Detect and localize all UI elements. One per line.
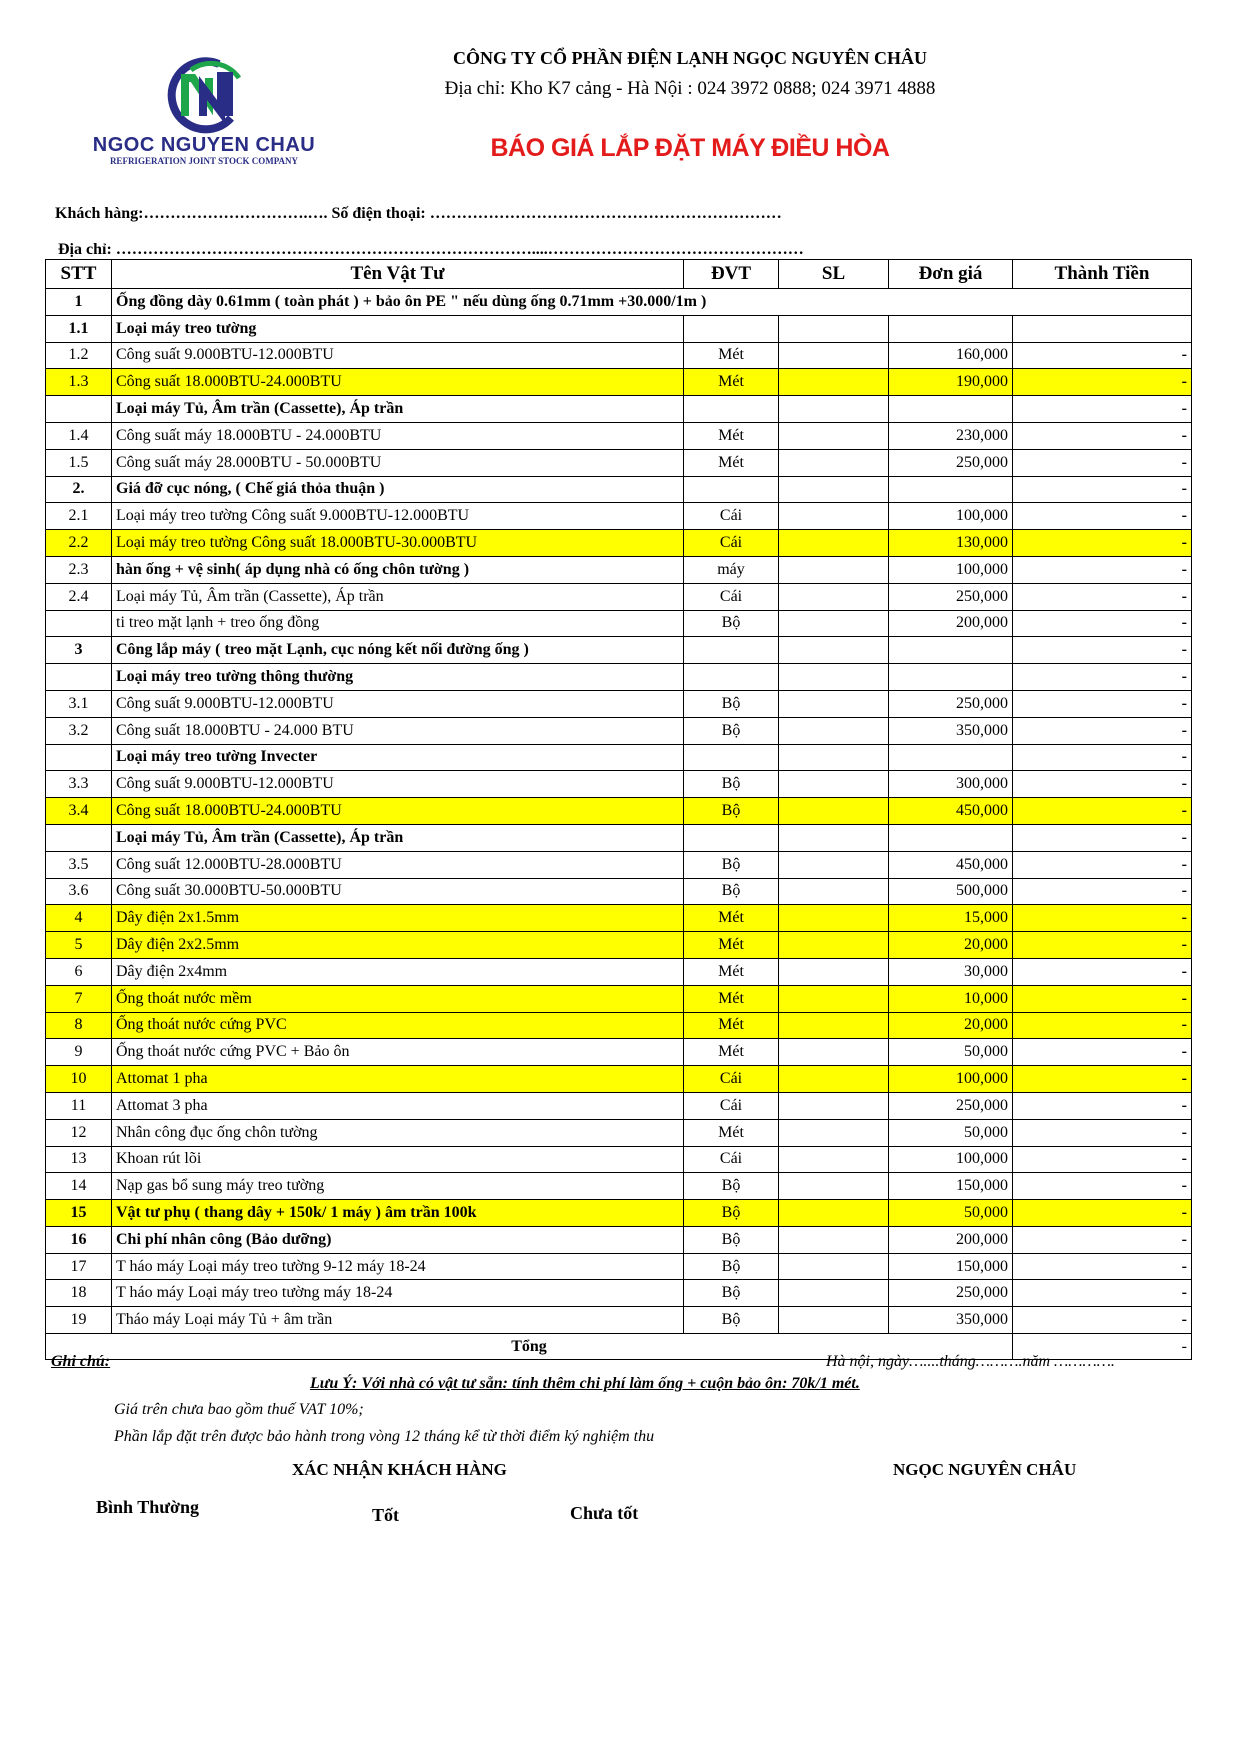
cell-stt — [46, 744, 112, 771]
cell-stt: 3.3 — [46, 771, 112, 798]
table-row — [46, 556, 1192, 583]
table-row — [46, 1012, 1192, 1039]
cell-price: 50,000 — [889, 1200, 1013, 1227]
logo-subtitle: REFRIGERATION JOINT STOCK COMPANY — [109, 156, 299, 166]
cell-stt: 15 — [46, 1200, 112, 1227]
cell-total: - — [1013, 1012, 1192, 1039]
cell-price: 100,000 — [889, 556, 1013, 583]
cell-price: 10,000 — [889, 985, 1013, 1012]
cell-stt: 1 — [46, 289, 112, 316]
cell-unit: Mét — [684, 932, 779, 959]
cell-qty[interactable] — [779, 369, 889, 396]
cell-unit — [684, 824, 779, 851]
cell-name: Ống thoát nước cứng PVC — [112, 1012, 684, 1039]
cell-stt: 1.5 — [46, 449, 112, 476]
cell-name: Dây điện 2x1.5mm — [112, 905, 684, 932]
cell-qty[interactable] — [779, 851, 889, 878]
table-row — [46, 1092, 1192, 1119]
cell-name: Công suất máy 18.000BTU - 24.000BTU — [112, 422, 684, 449]
note-label: Ghi chú: — [51, 1353, 111, 1370]
rating-option-good[interactable]: Tốt — [372, 1505, 399, 1525]
cell-price: 200,000 — [889, 610, 1013, 637]
cell-qty[interactable] — [779, 503, 889, 530]
cell-name: Dây điện 2x2.5mm — [112, 932, 684, 959]
cell-stt: 5 — [46, 932, 112, 959]
cell-price: 150,000 — [889, 1253, 1013, 1280]
cell-stt: 3.2 — [46, 717, 112, 744]
table-row — [46, 744, 1192, 771]
seller-signature-heading: NGỌC NGUYÊN CHÂU — [893, 1460, 1077, 1479]
cell-stt: 18 — [46, 1280, 112, 1307]
logo-brand-text: NGOC NGUYEN CHAU — [92, 134, 316, 156]
cell-stt: 16 — [46, 1226, 112, 1253]
cell-total: - — [1013, 744, 1192, 771]
table-row — [46, 1119, 1192, 1146]
cell-unit: Bộ — [684, 1226, 779, 1253]
cell-unit: máy — [684, 556, 779, 583]
cell-unit — [684, 396, 779, 423]
cell-total: - — [1013, 1039, 1192, 1066]
cell-total: - — [1013, 985, 1192, 1012]
cell-stt: 13 — [46, 1146, 112, 1173]
cell-stt: 2.2 — [46, 530, 112, 557]
cell-qty[interactable] — [779, 932, 889, 959]
table-row — [46, 1307, 1192, 1334]
cell-unit: Mét — [684, 449, 779, 476]
table-row — [46, 878, 1192, 905]
note-warranty: Phần lắp đặt trên được bảo hành trong vòng 12 tháng kể từ thời điểm ký nghiệm thu — [114, 1428, 655, 1445]
cell-unit: Cái — [684, 1092, 779, 1119]
rating-option-normal[interactable]: Bình Thường — [96, 1497, 199, 1517]
table-row — [46, 932, 1192, 959]
cell-name: Ống thoát nước mềm — [112, 985, 684, 1012]
cell-qty[interactable] — [779, 637, 889, 664]
table-row — [46, 289, 1192, 316]
cell-qty[interactable] — [779, 1039, 889, 1066]
cell-total: - — [1013, 1066, 1192, 1093]
cell-name: Nạp gas bổ sung máy treo tường — [112, 1173, 684, 1200]
cell-stt: 3.6 — [46, 878, 112, 905]
cell-qty[interactable] — [779, 1253, 889, 1280]
table-row — [46, 1173, 1192, 1200]
cell-price: 230,000 — [889, 422, 1013, 449]
cell-name: Loại máy Tủ, Âm trần (Cassette), Áp trần — [112, 824, 684, 851]
table-row — [46, 1039, 1192, 1066]
cell-unit: Cái — [684, 530, 779, 557]
cell-qty[interactable] — [779, 1092, 889, 1119]
cell-price: 30,000 — [889, 958, 1013, 985]
cell-name: Công suất 18.000BTU-24.000BTU — [112, 798, 684, 825]
table-row — [46, 342, 1192, 369]
cell-total: - — [1013, 530, 1192, 557]
cell-stt: 19 — [46, 1307, 112, 1334]
cell-unit: Mét — [684, 369, 779, 396]
col-header-unit: ĐVT — [684, 260, 779, 289]
cell-total: - — [1013, 1280, 1192, 1307]
cell-price: 300,000 — [889, 771, 1013, 798]
table-row — [46, 396, 1192, 423]
cell-qty[interactable] — [779, 556, 889, 583]
table-row — [46, 1066, 1192, 1093]
table-row — [46, 1200, 1192, 1227]
cell-unit: Mét — [684, 958, 779, 985]
cell-stt: 10 — [46, 1066, 112, 1093]
cell-price: 500,000 — [889, 878, 1013, 905]
cell-price — [889, 744, 1013, 771]
cell-qty[interactable] — [779, 985, 889, 1012]
table-row — [46, 905, 1192, 932]
cell-name: Công suất máy 28.000BTU - 50.000BTU — [112, 449, 684, 476]
cell-stt: 3.4 — [46, 798, 112, 825]
cell-unit: Bộ — [684, 717, 779, 744]
table-row — [46, 637, 1192, 664]
cell-stt: 1.2 — [46, 342, 112, 369]
cell-total: - — [1013, 771, 1192, 798]
cell-name: T háo máy Loại máy treo tường máy 18-24 — [112, 1280, 684, 1307]
cell-price: 100,000 — [889, 1066, 1013, 1093]
date-line[interactable]: Hà nội, ngày…....tháng……….năm …………. — [826, 1353, 1115, 1370]
table-row — [46, 476, 1192, 503]
cell-unit: Bộ — [684, 798, 779, 825]
cell-name: Công lắp máy ( treo mặt Lạnh, cục nóng kết nối đường ống ) — [112, 637, 684, 664]
cell-total: - — [1013, 717, 1192, 744]
cell-name: Tháo máy Loại máy Tủ + âm trần — [112, 1307, 684, 1334]
cell-unit: Bộ — [684, 878, 779, 905]
cell-qty[interactable] — [779, 798, 889, 825]
cell-unit: Cái — [684, 583, 779, 610]
cell-qty[interactable] — [779, 878, 889, 905]
cell-name: ti treo mặt lạnh + treo ống đồng — [112, 610, 684, 637]
cell-name: Công suất 18.000BTU-24.000BTU — [112, 369, 684, 396]
cell-name: Công suất 9.000BTU-12.000BTU — [112, 771, 684, 798]
cell-unit — [684, 476, 779, 503]
cell-total: - — [1013, 664, 1192, 691]
cell-stt: 1.3 — [46, 369, 112, 396]
cell-total: - — [1013, 878, 1192, 905]
cell-name: Ống đồng dày 0.61mm ( toàn phát ) + bảo ôn PE " nếu dùng ống 0.71mm +30.000/1m ) — [112, 289, 1192, 316]
cell-unit: Cái — [684, 503, 779, 530]
total-value: - — [1013, 1334, 1192, 1360]
cell-total: - — [1013, 1226, 1192, 1253]
cell-price: 100,000 — [889, 1146, 1013, 1173]
cell-stt — [46, 824, 112, 851]
cell-qty[interactable] — [779, 1280, 889, 1307]
cell-name: Attomat 3 pha — [112, 1092, 684, 1119]
cell-name: Attomat 1 pha — [112, 1066, 684, 1093]
cell-unit — [684, 315, 779, 342]
cell-stt — [46, 396, 112, 423]
cell-price: 250,000 — [889, 690, 1013, 717]
cell-name: hàn ống + vệ sinh( áp dụng nhà có ống chôn tường ) — [112, 556, 684, 583]
table-row — [46, 798, 1192, 825]
cell-price: 130,000 — [889, 530, 1013, 557]
cell-price: 350,000 — [889, 1307, 1013, 1334]
cell-qty[interactable] — [779, 342, 889, 369]
cell-price: 450,000 — [889, 851, 1013, 878]
cell-qty[interactable] — [779, 583, 889, 610]
cell-price — [889, 637, 1013, 664]
cell-total: - — [1013, 798, 1192, 825]
cell-stt: 1.4 — [46, 422, 112, 449]
cell-stt — [46, 664, 112, 691]
cell-total: - — [1013, 610, 1192, 637]
cell-stt: 17 — [46, 1253, 112, 1280]
table-header-row — [46, 260, 1192, 289]
cell-unit: Mét — [684, 1039, 779, 1066]
cell-name: Nhân công đục ống chôn tường — [112, 1119, 684, 1146]
table-row — [46, 690, 1192, 717]
cell-qty[interactable] — [779, 905, 889, 932]
table-row — [46, 958, 1192, 985]
cell-unit: Cái — [684, 1146, 779, 1173]
company-name: CÔNG TY CỔ PHẦN ĐIỆN LẠNH NGỌC NGUYÊN CHÂU — [452, 48, 928, 68]
table-row — [46, 315, 1192, 342]
cell-stt: 2.3 — [46, 556, 112, 583]
cell-unit — [684, 664, 779, 691]
cell-price — [889, 824, 1013, 851]
cell-unit: Bộ — [684, 1253, 779, 1280]
cell-qty[interactable] — [779, 771, 889, 798]
cell-qty[interactable] — [779, 1066, 889, 1093]
cell-stt: 3.1 — [46, 690, 112, 717]
cell-name: Công suất 12.000BTU-28.000BTU — [112, 851, 684, 878]
cell-price: 50,000 — [889, 1119, 1013, 1146]
cell-qty[interactable] — [779, 664, 889, 691]
cell-name: Loại máy treo tường thông thường — [112, 664, 684, 691]
table-row — [46, 985, 1192, 1012]
cell-unit: Bộ — [684, 690, 779, 717]
cell-total: - — [1013, 905, 1192, 932]
cell-qty[interactable] — [779, 315, 889, 342]
cell-qty[interactable] — [779, 824, 889, 851]
cell-price: 50,000 — [889, 1039, 1013, 1066]
cell-total: - — [1013, 1146, 1192, 1173]
cell-total: - — [1013, 396, 1192, 423]
cell-stt: 11 — [46, 1092, 112, 1119]
customer-confirmation-heading: XÁC NHẬN KHÁCH HÀNG — [292, 1460, 507, 1479]
table-row — [46, 503, 1192, 530]
cell-qty[interactable] — [779, 744, 889, 771]
col-header-name: Tên Vật Tư — [112, 260, 684, 289]
cell-total: - — [1013, 422, 1192, 449]
table-row — [46, 1226, 1192, 1253]
cell-price: 15,000 — [889, 905, 1013, 932]
cell-total: - — [1013, 449, 1192, 476]
company-address: Địa chỉ: Kho K7 cảng - Hà Nội : 024 3972 0888; 024 3971 4888 — [444, 78, 936, 99]
cell-name: Công suất 9.000BTU-12.000BTU — [112, 690, 684, 717]
cell-total: - — [1013, 851, 1192, 878]
col-header-stt: STT — [46, 260, 112, 289]
document-title: BÁO GIÁ LẮP ĐẶT MÁY ĐIỀU HÒA — [490, 134, 890, 162]
cell-price: 100,000 — [889, 503, 1013, 530]
cell-name: Công suất 18.000BTU - 24.000 BTU — [112, 717, 684, 744]
note-vat: Giá trên chưa bao gồm thuế VAT 10%; — [114, 1401, 364, 1418]
table-row — [46, 1146, 1192, 1173]
cell-total: - — [1013, 342, 1192, 369]
cell-stt: 12 — [46, 1119, 112, 1146]
cell-total: - — [1013, 369, 1192, 396]
cell-price: 450,000 — [889, 798, 1013, 825]
cell-unit: Bộ — [684, 1280, 779, 1307]
rating-option-not-good[interactable]: Chưa tốt — [570, 1503, 639, 1523]
cell-stt: 2.4 — [46, 583, 112, 610]
cell-name: Dây điện 2x4mm — [112, 958, 684, 985]
cell-unit: Bộ — [684, 771, 779, 798]
table-row — [46, 422, 1192, 449]
cell-price: 350,000 — [889, 717, 1013, 744]
cell-unit: Mét — [684, 905, 779, 932]
cell-unit: Bộ — [684, 1200, 779, 1227]
cell-name: Vật tư phụ ( thang dây + 150k/ 1 máy ) âm trần 100k — [112, 1200, 684, 1227]
cell-qty[interactable] — [779, 1119, 889, 1146]
cell-unit: Mét — [684, 342, 779, 369]
company-logo — [84, 56, 324, 172]
cell-qty[interactable] — [779, 1173, 889, 1200]
cell-unit: Bộ — [684, 851, 779, 878]
cell-unit — [684, 744, 779, 771]
cell-price: 200,000 — [889, 1226, 1013, 1253]
cell-stt: 8 — [46, 1012, 112, 1039]
cell-stt: 6 — [46, 958, 112, 985]
cell-unit: Mét — [684, 1012, 779, 1039]
total-label: Tổng — [46, 1334, 1013, 1360]
cell-total: - — [1013, 1119, 1192, 1146]
cell-price — [889, 396, 1013, 423]
cell-total: - — [1013, 1173, 1192, 1200]
cell-qty[interactable] — [779, 1200, 889, 1227]
cell-qty[interactable] — [779, 1146, 889, 1173]
cell-price: 250,000 — [889, 583, 1013, 610]
cell-total — [1013, 315, 1192, 342]
col-header-qty: SL — [779, 260, 889, 289]
cell-qty[interactable] — [779, 690, 889, 717]
cell-name: Ống thoát nước cứng PVC + Bảo ôn — [112, 1039, 684, 1066]
table-row — [46, 717, 1192, 744]
cell-total: - — [1013, 824, 1192, 851]
cell-stt: 3 — [46, 637, 112, 664]
cell-price — [889, 315, 1013, 342]
table-row — [46, 369, 1192, 396]
cell-qty[interactable] — [779, 958, 889, 985]
cell-stt: 3.5 — [46, 851, 112, 878]
cell-stt: 9 — [46, 1039, 112, 1066]
cell-stt: 14 — [46, 1173, 112, 1200]
cell-name: Công suất 30.000BTU-50.000BTU — [112, 878, 684, 905]
cell-unit: Bộ — [684, 610, 779, 637]
note-caution: Lưu Ý: Với nhà có vật tư sẵn: tính thêm chi phí làm ống + cuộn bảo ôn: 70k/1 mét. — [310, 1375, 860, 1392]
cell-qty[interactable] — [779, 396, 889, 423]
cell-price: 20,000 — [889, 1012, 1013, 1039]
cell-qty[interactable] — [779, 1012, 889, 1039]
cell-qty[interactable] — [779, 449, 889, 476]
customer-address-line[interactable]: Địa chỉ: ……………………………………………………………………....………………………………………… — [58, 241, 804, 258]
cell-name: Chi phí nhân công (Bảo dưỡng) — [112, 1226, 684, 1253]
cell-stt: 4 — [46, 905, 112, 932]
cell-qty[interactable] — [779, 476, 889, 503]
cell-unit — [684, 637, 779, 664]
table-row — [46, 583, 1192, 610]
cell-name: Loại máy Tủ, Âm trần (Cassette), Áp trần — [112, 396, 684, 423]
table-row — [46, 771, 1192, 798]
cell-total: - — [1013, 583, 1192, 610]
cell-unit: Mét — [684, 985, 779, 1012]
cell-qty[interactable] — [779, 1226, 889, 1253]
table-row — [46, 851, 1192, 878]
quote-table — [45, 259, 1192, 1360]
customer-phone-line[interactable]: Khách hàng:………………………….…. Số điện thoại: ………………………………………………………… — [55, 205, 782, 222]
cell-name: Giá đỡ cục nóng, ( Chế giá thỏa thuận ) — [112, 476, 684, 503]
cell-price: 20,000 — [889, 932, 1013, 959]
cell-name: Loại máy treo tường Công suất 18.000BTU-30.000BTU — [112, 530, 684, 557]
cell-total: - — [1013, 932, 1192, 959]
cell-name: Loại máy treo tường — [112, 315, 684, 342]
cell-name: Loại máy treo tường Invecter — [112, 744, 684, 771]
cell-price: 160,000 — [889, 342, 1013, 369]
cell-price: 250,000 — [889, 1092, 1013, 1119]
cell-stt: 2. — [46, 476, 112, 503]
cell-unit: Bộ — [684, 1307, 779, 1334]
cell-qty[interactable] — [779, 422, 889, 449]
cell-name: Công suất 9.000BTU-12.000BTU — [112, 342, 684, 369]
cell-qty[interactable] — [779, 717, 889, 744]
table-row — [46, 1253, 1192, 1280]
col-header-price: Đơn giá — [889, 260, 1013, 289]
cell-qty[interactable] — [779, 610, 889, 637]
cell-total: - — [1013, 690, 1192, 717]
cell-total: - — [1013, 637, 1192, 664]
cell-total: - — [1013, 476, 1192, 503]
cell-total: - — [1013, 503, 1192, 530]
cell-qty[interactable] — [779, 1307, 889, 1334]
cell-unit: Bộ — [684, 1173, 779, 1200]
cell-price: 190,000 — [889, 369, 1013, 396]
cell-price: 250,000 — [889, 449, 1013, 476]
table-row — [46, 824, 1192, 851]
cell-total: - — [1013, 1253, 1192, 1280]
cell-name: Loại máy Tủ, Âm trần (Cassette), Áp trần — [112, 583, 684, 610]
cell-total: - — [1013, 1200, 1192, 1227]
cell-total: - — [1013, 958, 1192, 985]
cell-price — [889, 664, 1013, 691]
nnc-logo-icon — [159, 56, 249, 134]
cell-stt — [46, 610, 112, 637]
table-row — [46, 1280, 1192, 1307]
cell-qty[interactable] — [779, 530, 889, 557]
table-row — [46, 664, 1192, 691]
cell-stt: 1.1 — [46, 315, 112, 342]
cell-stt: 2.1 — [46, 503, 112, 530]
cell-name: Loại máy treo tường Công suất 9.000BTU-12.000BTU — [112, 503, 684, 530]
table-row — [46, 610, 1192, 637]
cell-unit: Mét — [684, 422, 779, 449]
table-row — [46, 530, 1192, 557]
cell-price: 250,000 — [889, 1280, 1013, 1307]
table-row — [46, 449, 1192, 476]
cell-total: - — [1013, 556, 1192, 583]
cell-unit: Cái — [684, 1066, 779, 1093]
cell-name: Khoan rút lõi — [112, 1146, 684, 1173]
cell-unit: Mét — [684, 1119, 779, 1146]
cell-stt: 7 — [46, 985, 112, 1012]
cell-total: - — [1013, 1307, 1192, 1334]
cell-total: - — [1013, 1092, 1192, 1119]
cell-name: T háo máy Loại máy treo tường 9-12 máy 18-24 — [112, 1253, 684, 1280]
col-header-total: Thành Tiền — [1013, 260, 1192, 289]
cell-price: 150,000 — [889, 1173, 1013, 1200]
cell-price — [889, 476, 1013, 503]
